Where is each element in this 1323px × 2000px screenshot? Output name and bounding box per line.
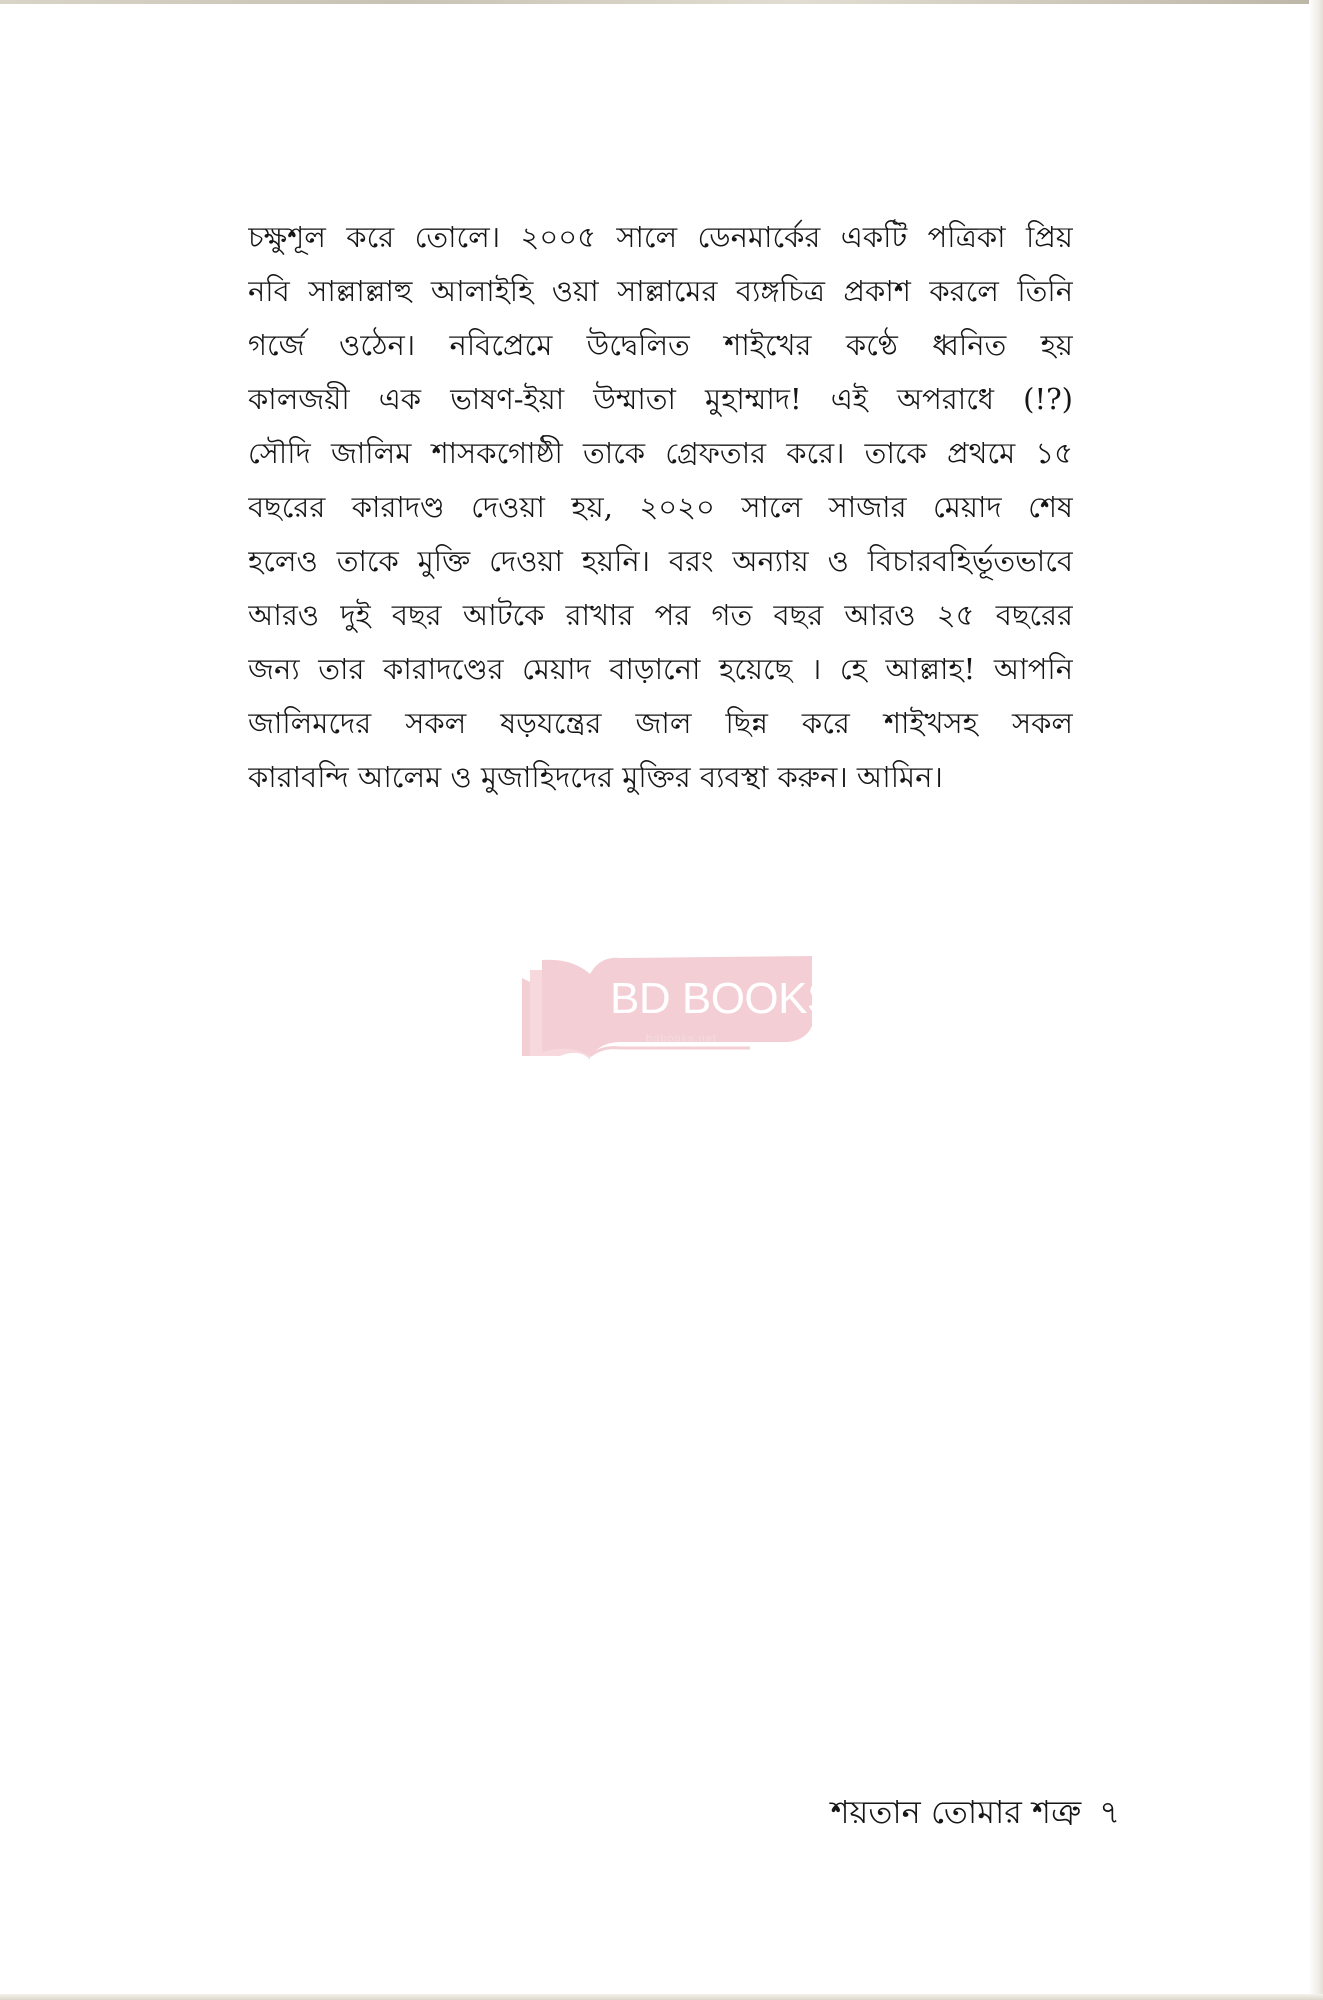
scan-edge-bottom bbox=[0, 1994, 1323, 2000]
body-line: সৌদি জালিম শাসকগোষ্ঠী তাকে গ্রেফতার করে। তাকে প্রথমে ১৫ bbox=[248, 436, 1073, 470]
running-title: শয়তান তোমার শত্রু bbox=[830, 1793, 1082, 1831]
watermark-site: bdbooks.net bbox=[646, 1033, 717, 1045]
body-line: বছরের কারাদণ্ড দেওয়া হয়, ২০২০ সালে সাজার মেয়াদ শেষ bbox=[248, 490, 1073, 524]
body-line: নবি সাল্লাল্লাহু আলাইহি ওয়া সাল্লামের ব্যঙ্গচিত্র প্রকাশ করলে তিনি bbox=[248, 274, 1073, 308]
body-paragraph bbox=[248, 210, 1073, 804]
page-number: ৭ bbox=[1099, 1793, 1120, 1831]
body-line: চক্ষুশূল করে তোলে। ২০০৫ সালে ডেনমার্কের একটি পত্রিকা প্রিয় bbox=[248, 220, 1073, 254]
body-line: আরও দুই বছর আটকে রাখার পর গত বছর আরও ২৫ বছরের bbox=[248, 598, 1073, 632]
body-line: জালিমদের সকল ষড়যন্ত্রের জাল ছিন্ন করে শাইখসহ সকল bbox=[248, 706, 1073, 740]
scan-edge-right bbox=[1309, 0, 1323, 2000]
body-line: কালজয়ী এক ভাষণ-ইয়া উম্মাতা মুহাম্মাদ! এই অপরাধে (!?) bbox=[248, 382, 1073, 416]
body-line: জন্য তার কারাদণ্ডের মেয়াদ বাড়ানো হয়েছে । হে আল্লাহ! আপনি bbox=[248, 652, 1073, 686]
scan-edge-top bbox=[0, 0, 1323, 4]
body-line: কারাবন্দি আলেম ও মুজাহিদদের মুক্তির ব্যবস্থা করুন। আমিন। bbox=[248, 760, 943, 794]
watermark-brand: BD BOOKS bbox=[610, 974, 836, 1023]
body-line: গর্জে ওঠেন। নবিপ্রেমে উদ্বেলিত শাইখের কণ্ঠে ধ্বনিত হয় bbox=[248, 328, 1073, 362]
page-footer bbox=[831, 1792, 1120, 1832]
watermark-logo bbox=[520, 956, 836, 1062]
body-line: হলেও তাকে মুক্তি দেওয়া হয়নি। বরং অন্যায় ও বিচারবহির্ভূতভাবে bbox=[248, 544, 1073, 578]
